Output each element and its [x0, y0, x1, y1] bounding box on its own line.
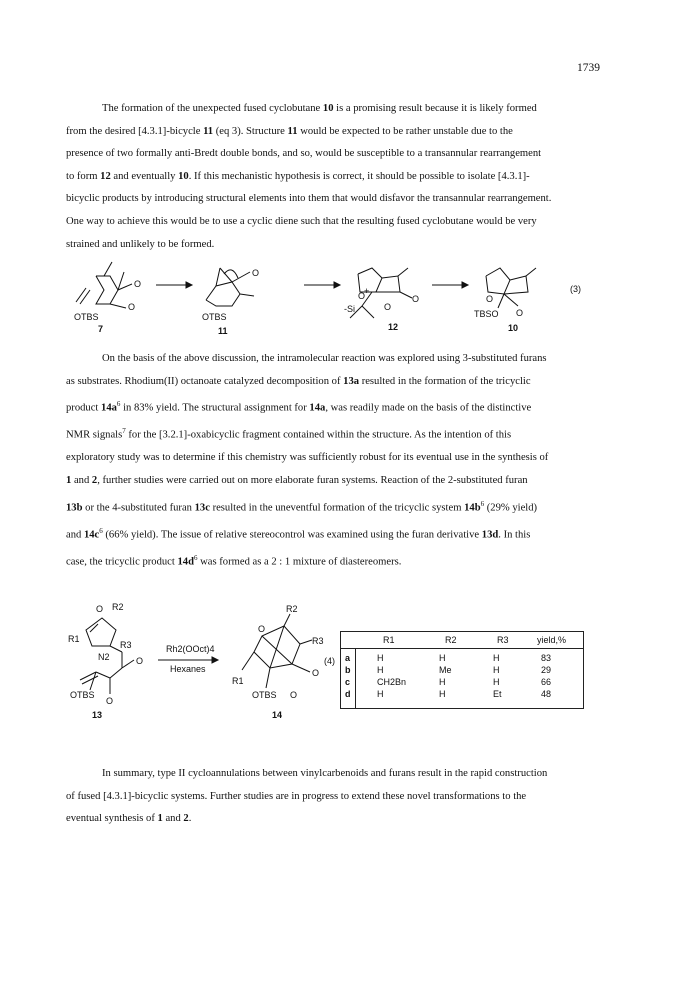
arrowhead	[212, 657, 218, 663]
para1-line5: bicyclic products by introducing structural elements into them that would disfavor the transannular rearrangement.	[66, 193, 552, 205]
para2-line4: NMR signals$^7$ for the [3.2.1]-oxabicyclic fragment contained within the structure. As the intention of this	[66, 427, 512, 441]
para2-line5: exploratory study was to determine if this chemistry was sufficiently robust for its eventual use in the synthesis of	[66, 452, 549, 464]
label-r3-13: R3	[120, 640, 132, 650]
para1-line3: presence of two formally anti-Bredt double bonds, and so, would be susceptible to a transannular rearrangement	[66, 148, 542, 160]
para2-line3: product $14a^6$ in 83% yield. The structural assignment for 14a, was readily made on the basis of the distinctive	[66, 400, 532, 414]
label-o-furan: O	[96, 604, 104, 614]
compound-label-14: 14	[272, 710, 283, 720]
label-o-14c: O	[290, 690, 298, 700]
table-row	[341, 689, 583, 700]
label-o-10b: O	[516, 308, 524, 318]
label-plus-12: +	[364, 286, 370, 296]
page-number: 1739	[577, 62, 600, 74]
header-yield: yield,%	[537, 635, 567, 645]
compound-label-13: 13	[92, 710, 103, 720]
cell-r3: H	[493, 677, 500, 687]
row-id: b	[345, 665, 351, 675]
row-id: d	[345, 689, 351, 699]
label-tbso-10: TBSO	[474, 309, 499, 319]
cell-r1: H	[377, 665, 384, 675]
table-row	[341, 653, 583, 664]
cell-r3: Et	[493, 689, 502, 699]
para1-line4: to form 12 and eventually 10. If this mechanistic hypothesis is correct, it should be possible to isolate [4.3.1]-	[66, 170, 530, 182]
para1-line2: from the desired [4.3.1]-bicycle 11 (eq 3). Structure 11 would be expected to be rather unstable due to the	[66, 125, 513, 137]
cell-r3: H	[493, 665, 500, 675]
paragraph-summary	[66, 763, 626, 831]
cell-yield: 83	[541, 653, 552, 663]
label-otbs-11: OTBS	[202, 312, 227, 322]
label-o-12b: O	[384, 302, 392, 312]
label-o-13b: O	[106, 696, 114, 706]
compound-label-7: 7	[98, 324, 104, 334]
para3-line3: eventual synthesis of 1 and 2.	[66, 813, 192, 825]
table-row	[341, 677, 583, 688]
equation-number-4: (4)	[324, 656, 335, 666]
substituent-table	[340, 631, 584, 709]
para1-line1: The formation of the unexpected fused cyclobutane 10 is a promising result because it is likely formed	[102, 103, 537, 114]
cell-r2: Me	[439, 665, 452, 675]
label-o-10a: O	[486, 294, 494, 304]
cell-r2: H	[439, 677, 446, 687]
cell-r1: H	[377, 653, 384, 663]
label-r3-14: R3	[312, 636, 324, 646]
para2-line1: On the basis of the above discussion, the intramolecular reaction was explored using 3-substituted furans	[102, 353, 547, 364]
label-r1-14: R1	[232, 676, 244, 686]
table-row	[341, 665, 583, 676]
para2-line9: case, the tricyclic product $14d^6$ was formed as a 2 : 1 mixture of diastereomers.	[66, 553, 402, 568]
label-o-11: O	[252, 268, 260, 278]
equation-number-3: (3)	[570, 284, 581, 294]
reagent-label: Rh2(OOct)4	[166, 644, 215, 654]
solvent-label: Hexanes	[170, 664, 206, 674]
para2-line8: and $14c^6$ (66% yield). The issue of relative stereocontrol was examined using the furan derivative 13d. In this	[66, 526, 531, 541]
para1-line7: strained and unlikely to be formed.	[66, 238, 215, 250]
label-si-12: -Si	[344, 304, 355, 314]
para1-line6: One way to achieve this would be to use a cyclic diene such that the resulting fused cyclobutane would be very	[66, 215, 537, 227]
cell-yield: 48	[541, 689, 552, 699]
para2-line7: 13b or the 4-substituted furan 13c resulted in the uneventful formation of the tricyclic system $14b^6$ (29% yield)	[66, 499, 538, 514]
label-o-7b: O	[134, 279, 142, 289]
compound-label-11: 11	[218, 326, 228, 336]
compound-label-10: 10	[508, 323, 519, 333]
label-r1-13: R1	[68, 634, 80, 644]
cell-yield: 29	[541, 665, 552, 675]
para2-line2: as substrates. Rhodium(II) octanoate catalyzed decomposition of 13a resulted in the formation of the tricyclic	[66, 375, 531, 387]
label-o-14a: O	[258, 624, 266, 634]
label-otbs-13: OTBS	[70, 690, 95, 700]
row-id: c	[345, 677, 351, 687]
row-id: a	[345, 653, 351, 663]
cell-r1: CH2Bn	[377, 677, 407, 687]
cell-r1: H	[377, 689, 384, 699]
table-header	[341, 632, 583, 649]
para2-line6: 1 and 2, further studies were carried out on more elaborate furan systems. Reaction of the 2-substituted furan	[66, 475, 528, 487]
cell-r3: H	[493, 653, 500, 663]
label-otbs-14: OTBS	[252, 690, 277, 700]
label-o-7a: O	[128, 302, 136, 312]
header-r3: R3	[497, 635, 509, 645]
cell-r2: H	[439, 689, 446, 699]
label-o-12a: O	[358, 291, 366, 301]
label-r2-14: R2	[286, 604, 298, 614]
compound-label-12: 12	[388, 322, 399, 332]
para3-line2: of fused [4.3.1]-bicyclic systems. Further studies are in progress to extend these novel transformations to the	[66, 790, 527, 802]
label-otbs-7: OTBS	[74, 312, 99, 322]
label-r2-13: R2	[112, 602, 124, 612]
header-r1: R1	[383, 635, 395, 645]
label-o-14b: O	[312, 668, 320, 678]
label-o-12c: O	[412, 294, 420, 304]
cell-r2: H	[439, 653, 446, 663]
cell-yield: 66	[541, 677, 552, 687]
structure-14	[242, 614, 312, 688]
label-n2-13: N2	[98, 652, 110, 662]
para3-line1: In summary, type II cycloannulations between vinylcarbenoids and furans result in the rapid construction	[102, 768, 548, 779]
label-o-13a: O	[136, 656, 144, 666]
header-r2: R2	[445, 635, 457, 645]
